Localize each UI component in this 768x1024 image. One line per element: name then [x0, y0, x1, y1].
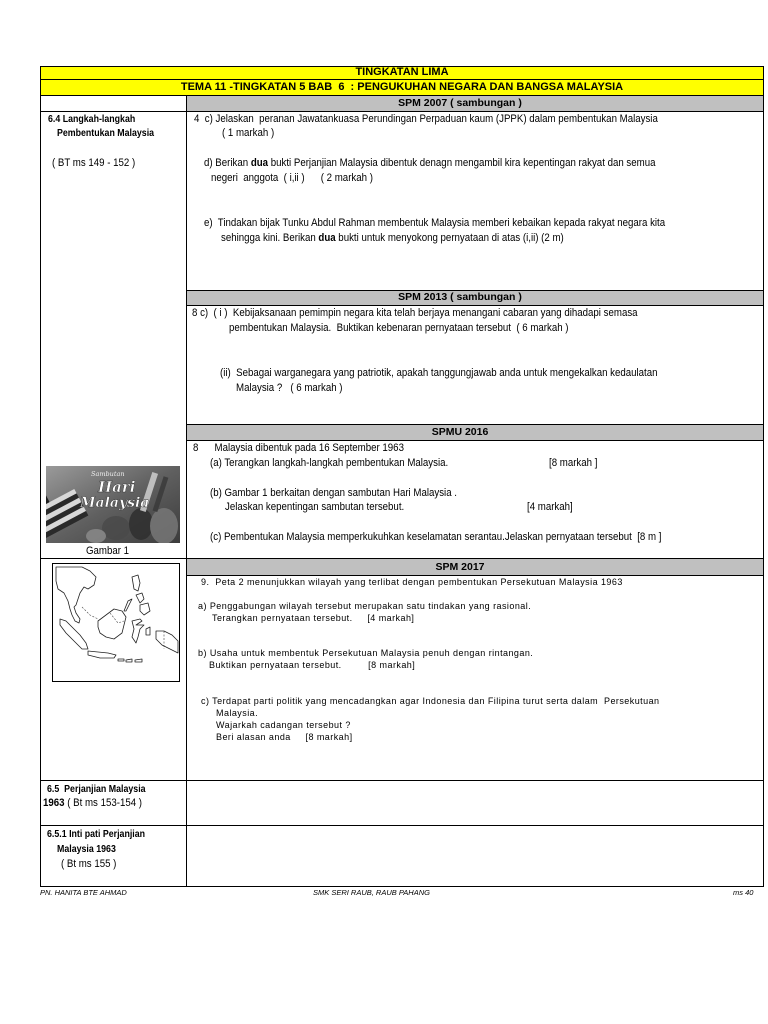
hari-malaysia-photo	[46, 466, 180, 543]
question-text: bukti Perjanjian Malaysia dibentuk denagn mengambil kira kepentingan rakyat dan semua	[268, 157, 656, 169]
heading-spmu-2016: SPMU 2016	[431, 426, 489, 438]
footer-school: SMK SERI RAUB, RAUB PAHANG	[313, 888, 430, 897]
question-8a-marks: [8 markah ]	[549, 457, 598, 469]
topic-6-4-reference: ( BT ms 149 - 152 )	[52, 157, 136, 169]
question-9a-line-1: a) Penggabungan wilayah tersebut merupakan satu tindakan yang rasional.	[198, 601, 532, 611]
topic-6-5-1-title-line-2: Malaysia 1963	[57, 843, 116, 855]
form-title: TINGKATAN LIMA	[355, 66, 449, 78]
heading-spm-2007: SPM 2007 ( sambungan )	[398, 97, 522, 109]
footer-page-number: ms 40	[733, 888, 754, 897]
question-4c-line-1: 4 c) Jelaskan peranan Jawatankuasa Perundingan Perpaduan kaum (JPPK) dalam pembentukan Malaysia	[194, 113, 658, 125]
question-4d-line-2: negeri anggota ( i,ii ) ( 2 markah )	[211, 172, 373, 184]
question-8c-i-line-2: pembentukan Malaysia. Buktikan kebenaran pernyataan tersebut ( 6 markah )	[229, 322, 569, 334]
question-8b-line-1: (b) Gambar 1 berkaitan dengan sambutan Hari Malaysia .	[210, 487, 457, 499]
emphasis-word: dua	[318, 232, 336, 244]
question-4e-line-2	[221, 232, 564, 244]
topic-6-5-1-reference: ( Bt ms 155 )	[61, 858, 117, 870]
emphasis-word: dua	[250, 157, 269, 169]
question-8c-text: (c) Pembentukan Malaysia memperkukuhkan keselamatan serantau.Jelaskan pernyataan tersebut [8 m ]	[210, 531, 662, 543]
question-8c-ii-line-2: Malaysia ? ( 6 markah )	[236, 382, 343, 394]
question-8b-line-2: Jelaskan kepentingan sambutan tersebut.	[225, 501, 405, 513]
question-8a-text: (a) Terangkan langkah-langkah pembentukan Malaysia.	[210, 457, 449, 469]
topic-6-5-reference: ( Bt ms 153-154 )	[64, 797, 143, 809]
question-9a-line-2: Terangkan pernyataan tersebut. [4 markah]	[212, 613, 415, 623]
footer-author: PN. HANITA BTE AHMAD	[40, 888, 127, 897]
question-text: d) Berikan	[204, 157, 251, 169]
question-9-stem: 9. Peta 2 menunjukkan wilayah yang terlibat dengan pembentukan Persekutuan Malaysia 1963	[201, 577, 623, 587]
question-text: bukti untuk menyokong pernyataan di atas (i,ii) (2 m)	[335, 232, 564, 244]
question-9c-line-2: Malaysia.	[216, 708, 259, 718]
question-9c-line-4: Beri alasan anda [8 markah]	[216, 732, 353, 742]
question-9c-line-3: Wajarkah cadangan tersebut ?	[216, 720, 351, 730]
topic-6-5-year-line	[43, 797, 142, 809]
question-4e-line-1: e) Tindakan bijak Tunku Abdul Rahman membentuk Malaysia memberi kebaikan kepada rakyat negara kita	[204, 217, 666, 229]
southeast-asia-map-icon	[52, 563, 180, 682]
question-4d-line-1	[204, 157, 655, 169]
photo-lettering-malaysia: Malaysia	[80, 495, 150, 511]
question-9b-line-2: Buktikan pernyataan tersebut. [8 markah]	[209, 660, 416, 670]
question-9c-line-1: c) Terdapat parti politik yang mencadangkan agar Indonesia dan Filipina turut serta dalam Persekutuan	[201, 696, 660, 706]
question-4c-marks: ( 1 markah )	[222, 127, 275, 139]
theme-title: TEMA 11 -TINGKATAN 5 BAB 6 : PENGUKUHAN NEGARA DAN BANGSA MALAYSIA	[180, 81, 624, 93]
topic-6-4-title-line-2: Pembentukan Malaysia	[57, 127, 155, 139]
question-9b-line-1: b) Usaha untuk membentuk Persekutuan Malaysia penuh dengan rintangan.	[198, 648, 534, 658]
photo-lettering-sambutan: Sambutan	[91, 470, 125, 478]
question-8-stem: 8 Malaysia dibentuk pada 16 September 1963	[193, 442, 404, 454]
heading-spm-2017: SPM 2017	[435, 561, 485, 573]
topic-6-5-1-title-line-1: 6.5.1 Inti pati Perjanjian	[47, 828, 146, 840]
figure-1-caption: Gambar 1	[86, 545, 130, 557]
question-8c-ii-line-1: (ii) Sebagai warganegara yang patriotik, apakah tanggungjawab anda untuk mengekalkan kedaulatan	[220, 367, 658, 379]
question-text: sehingga kini. Berikan	[221, 232, 319, 244]
photo-lettering-hari: Hari	[98, 478, 136, 496]
heading-spm-2013: SPM 2013 ( sambungan )	[398, 291, 522, 303]
question-8c-i-line-1: 8 c) ( i ) Kebijaksanaan pemimpin negara kita telah berjaya menangani cabaran yang dihadapi semasa	[192, 307, 638, 319]
question-8b-marks: [4 markah]	[527, 501, 573, 513]
topic-6-5-title: 6.5 Perjanjian Malaysia	[47, 783, 146, 795]
topic-6-5-year: 1963	[43, 797, 65, 809]
topic-6-4-title-line-1: 6.4 Langkah-langkah	[48, 113, 136, 125]
